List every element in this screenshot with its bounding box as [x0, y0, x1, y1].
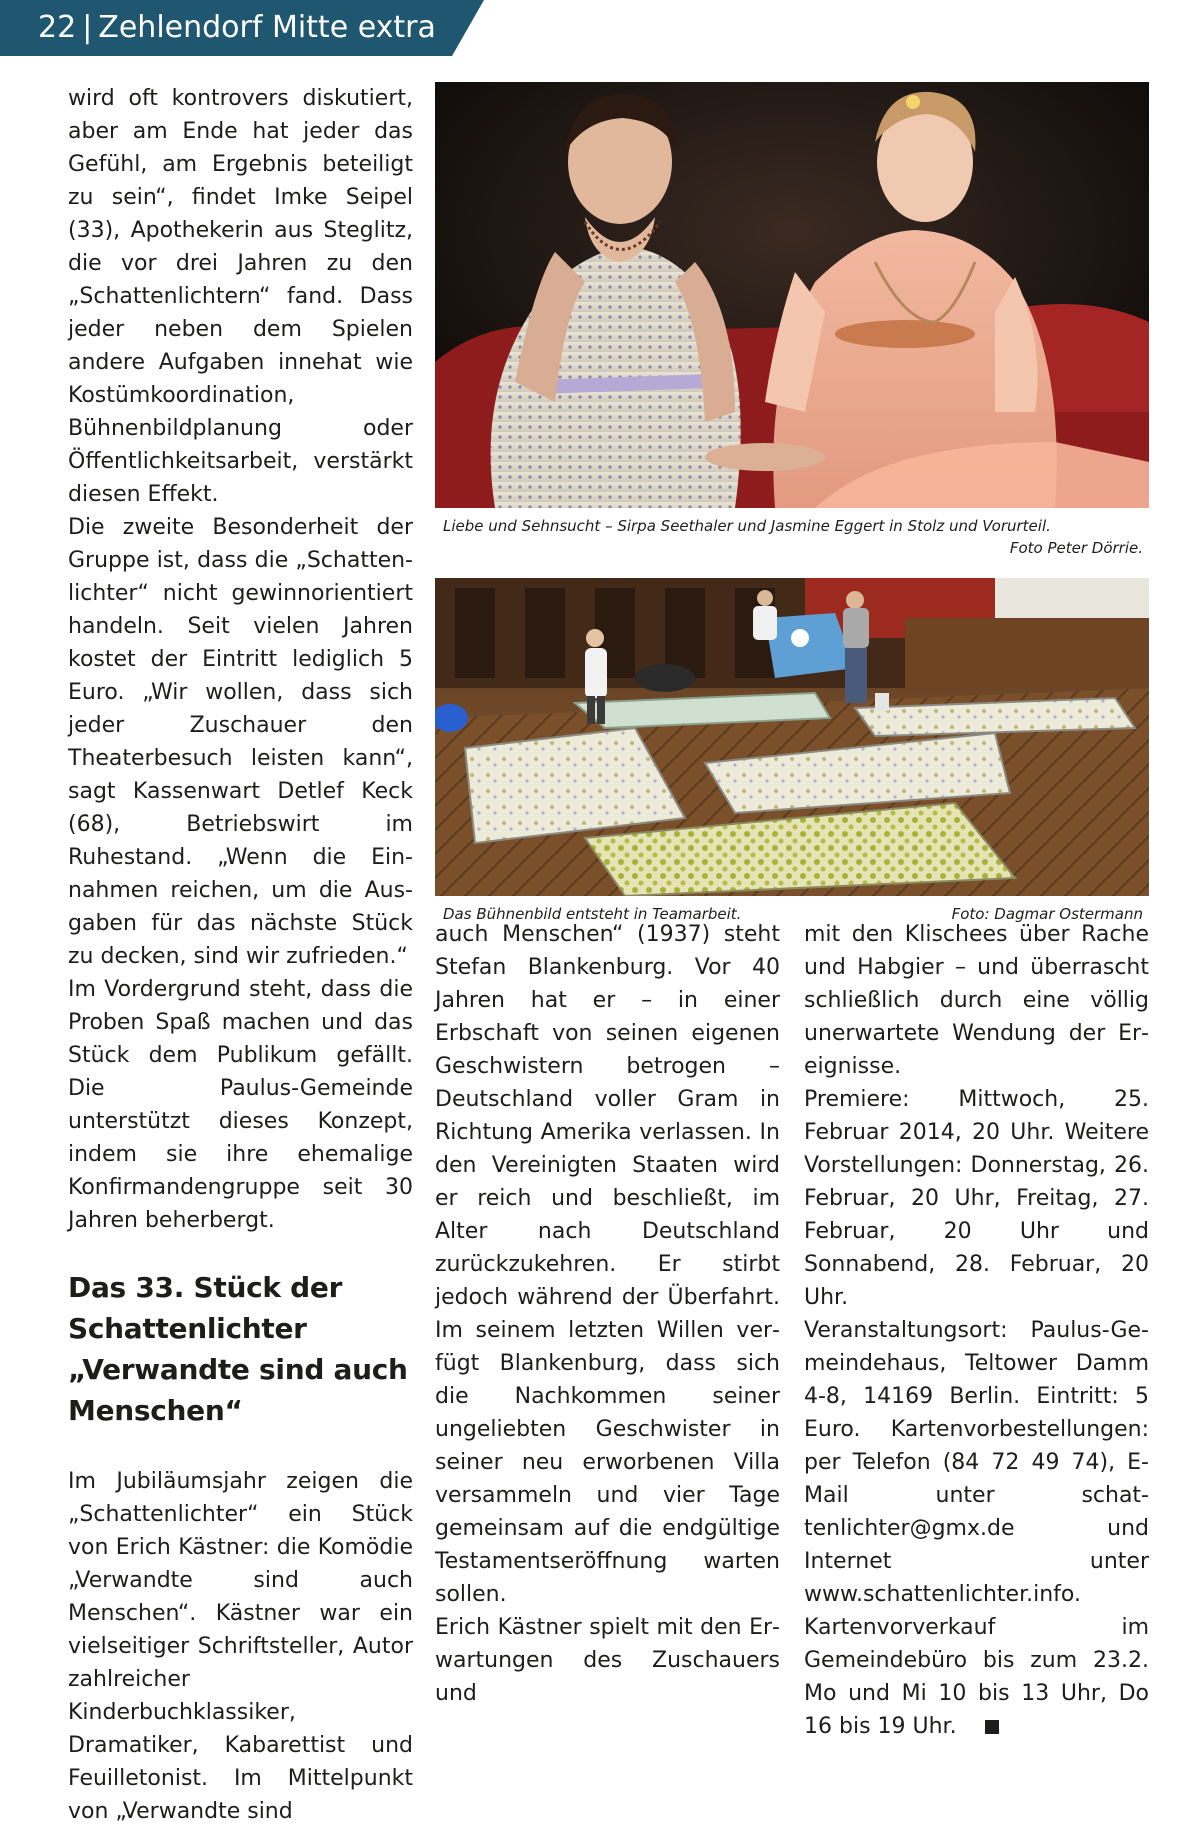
section-header	[0, 0, 500, 56]
section-name: Zehlendorf Mitte extra	[98, 10, 436, 45]
end-mark	[985, 1720, 999, 1734]
photo-actresses	[435, 82, 1149, 508]
article-subheading: Das 33. Stück der Schattenlichter „Verwandte sind auch Menschen“	[68, 1271, 408, 1427]
article-paragraph-continued	[804, 918, 1149, 1083]
article-paragraph	[435, 1611, 780, 1710]
photo-actresses-image	[435, 82, 1149, 508]
article-paragraph-text: Veranstaltungsort: Paulus-Gemeindehaus, Teltower Damm 4-8, 14169 Berlin. Eintritt: 5 Euro. Kartenvorbestellungen: per Telefon (84 72 49 74), E-Mail unter schattenlichter@gmx.de und Internet unter www.schattenlichter.info. Kartenvorverkauf im Gemeindebüro bis zum 23.2. Mo und Mi 10 bis 13 Uhr, Do 16 bis 19 Uhr.	[804, 1318, 1149, 1739]
photo-stage-set	[435, 578, 1149, 896]
article-paragraph: Die zweite Besonderheit der Gruppe ist, dass die „Schattenlichter“ nicht gewinnorientiert handeln. Seit vielen Jahren kostet der Eintritt lediglich 5 Euro. „Wir wollen, dass sich jeder Zuschauer den Theaterbesuch leisten kann“, sagt Kassenwart Detlef Keck (68), Betriebswirt im Ruhestand. „Wenn die Einnahmen reichen, um die Ausgaben für das nächste Stück zu decken, sind wir zufrieden.“	[68, 515, 413, 969]
article-column-2	[435, 918, 780, 1710]
paragraph-p5-part-2: mit den Klischees über Rache und Habgier – und überrascht schließlich durch eine völlig unerwartete Wendung der Ereignisse.	[804, 922, 1149, 1079]
photo-credit: Foto Peter Dörrie.	[1009, 539, 1143, 557]
article-column-1	[68, 82, 413, 1828]
paragraph-part-2: auch Menschen“ (1937) steht Stefan Blankenburg. Vor 40 Jahren hat er – in einer Erbschaft von seinen eigenen Geschwistern betrogen – Deutschland voller Gram in Richtung Amerika verlassen. In den Vereinigten Staaten wird er reich und beschließt, im Alter nach Deutschland zurückzukehren. Er stirbt jedoch während der Überfahrt. Im seinem letzten Willen verfügt Blankenburg, dass sich die Nachkommen seiner ungeliebten Geschwister in seiner neu erworbenen Villa versammeln und vier Tage gemeinsam auf die endgültige Testamentseröffnung warten sollen.	[435, 922, 780, 1607]
caption-text: Das Bühnenbild entsteht in Teamarbeit.	[443, 905, 742, 923]
article-paragraph-continued	[435, 918, 780, 1611]
article-column-3	[804, 918, 1149, 1743]
paragraph-part-1: Im Jubiläumsjahr zeigen die „Schattenlichter“ ein Stück von Erich Kästner: die Komödie „Verwandte sind auch Menschen“. Kästner war ein vielseitiger Schriftsteller, Autor zahlreicher Kinderbuchklassiker, Dramatiker, Kabarettist und Feuilletonist. Im Mittelpunkt von „Verwandte sind	[68, 1469, 413, 1824]
photo-actresses-caption	[443, 515, 1143, 559]
paragraph-p5-part-1: Erich Kästner spielt mit den Erwartungen des Zuschauers und	[435, 1615, 780, 1706]
article-paragraph-continued	[68, 1465, 413, 1828]
article-paragraph: Im Vordergrund steht, dass die Proben Spaß machen und das Stück dem Publikum gefällt. Die Paulus-Gemeinde unterstützt dieses Konzept, indem sie ihre ehemalige Konfirmandengruppe seit 30 Jahren beherbergt.	[68, 977, 413, 1233]
article-paragraph	[804, 1314, 1149, 1743]
article-paragraph: wird oft kontrovers diskutiert, aber am Ende hat jeder das Gefühl, am Ergebnis beteiligt zu sein“, findet Imke Seipel (33), Apothekerin aus Steglitz, die vor drei Jahren zu den „Schattenlichtern“ fand. Dass jeder neben dem Spielen andere Aufgaben innehat wie Kostümkoordination, Bühnenbildplanung oder Öffentlichkeitsarbeit, verstärkt diesen Effekt.	[68, 86, 413, 507]
photo-stage-set-image	[435, 578, 1149, 896]
header-title: 22 | Zehlendorf Mitte extra	[38, 10, 436, 45]
photo-credit: Foto: Dagmar Ostermann	[951, 905, 1143, 923]
caption-text: Liebe und Sehnsucht – Sirpa Seethaler und Jasmine Eggert in Stolz und Vorurteil.	[443, 517, 1051, 535]
article-paragraph: Premiere: Mittwoch, 25. Februar 2014, 20 Uhr. Weitere Vorstellungen: Donnerstag, 26. Februar, 20 Uhr, Freitag, 27. Februar, 20 Uhr und Sonnabend, 28. Februar, 20 Uhr.	[804, 1087, 1149, 1310]
page-number: 22	[38, 10, 77, 45]
